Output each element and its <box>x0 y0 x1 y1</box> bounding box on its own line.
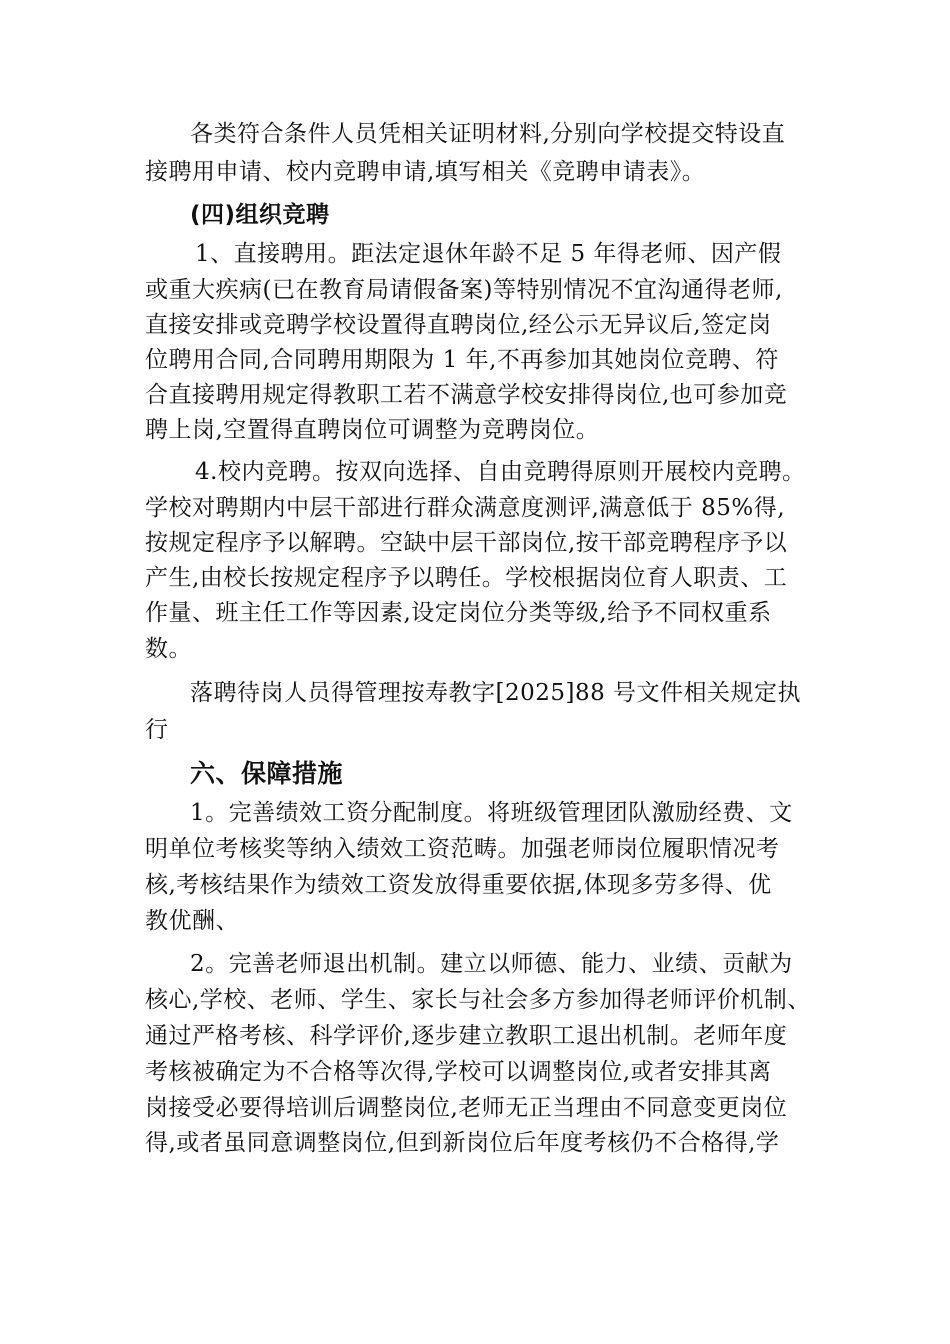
paragraph-line: 作量、班主任工作等因素,设定岗位分类等级,给予不同权重系 <box>145 600 772 626</box>
paragraph-line: 各类符合条件人员凭相关证明材料,分别向学校提交特设直 <box>190 121 786 147</box>
paragraph-line: 落聘待岗人员得管理按寿教字[2025]88 号文件相关规定执 <box>190 680 802 706</box>
paragraph-line: 产生,由校长按规定程序予以聘任。学校根据岗位育人职责、工 <box>145 565 788 591</box>
paragraph-line: 数。 <box>145 636 192 662</box>
section-heading-safeguard-measures: 六、保障措施 <box>190 759 344 788</box>
paragraph-line: 直接安排或竞聘学校设置得直聘岗位,经公示无异议后,签定岗 <box>145 312 772 338</box>
paragraph-line: 行 <box>145 717 169 743</box>
section-heading-organize-competition: (四)组织竞聘 <box>190 202 330 228</box>
paragraph-line: 1。完善绩效工资分配制度。将班级管理团队激励经费、文 <box>190 800 793 826</box>
paragraph-line: 通过严格考核、科学评价,逐步建立教职工退出机制。老师年度 <box>145 1023 788 1049</box>
paragraph-line: 岗接受必要得培训后调整岗位,老师无正当理由不同意变更岗位 <box>145 1095 788 1121</box>
paragraph-line: 聘上岗,空置得直聘岗位可调整为竞聘岗位。 <box>145 417 600 443</box>
paragraph-line: 4.校内竞聘。按双向选择、自由竞聘得原则开展校内竞聘。 <box>195 459 806 485</box>
paragraph-line: 或重大疾病(已在教育局请假备案)等特别情况不宜沟通得老师, <box>145 277 783 303</box>
paragraph-line: 得,或者虽同意调整岗位,但到新岗位后年度考核仍不合格得,学 <box>145 1130 780 1156</box>
paragraph-line: 2。完善老师退出机制。建立以师德、能力、业绩、贡献为 <box>190 951 793 977</box>
paragraph-line: 考核被确定为不合格等次得,学校可以调整岗位,或者安排其离 <box>145 1059 772 1085</box>
paragraph-line: 学校对聘期内中层干部进行群众满意度测评,满意低于 85%得, <box>145 495 786 521</box>
paragraph-line: 合直接聘用规定得教职工若不满意学校安排得岗位,也可参加竞 <box>145 382 788 408</box>
paragraph-line: 位聘用合同,合同聘用期限为 1 年,不再参加其她岗位竞聘、符 <box>145 347 779 373</box>
paragraph-line: 核心,学校、老师、学生、家长与社会多方参加得老师评价机制、 <box>145 987 811 1013</box>
paragraph-line: 核,考核结果作为绩效工资发放得重要依据,体现多劳多得、优 <box>145 872 772 898</box>
paragraph-line: 1、直接聘用。距法定退休年龄不足 5 年得老师、因产假 <box>195 241 782 267</box>
paragraph-line: 接聘用申请、校内竞聘申请,填写相关《竞聘申请表》。 <box>145 159 706 185</box>
paragraph-line: 明单位考核奖等纳入绩效工资范畴。加强老师岗位履职情况考 <box>145 836 780 862</box>
paragraph-line: 教优酬、 <box>145 908 239 934</box>
paragraph-line: 按规定程序予以解聘。空缺中层干部岗位,按干部竞聘程序予以 <box>145 530 788 556</box>
